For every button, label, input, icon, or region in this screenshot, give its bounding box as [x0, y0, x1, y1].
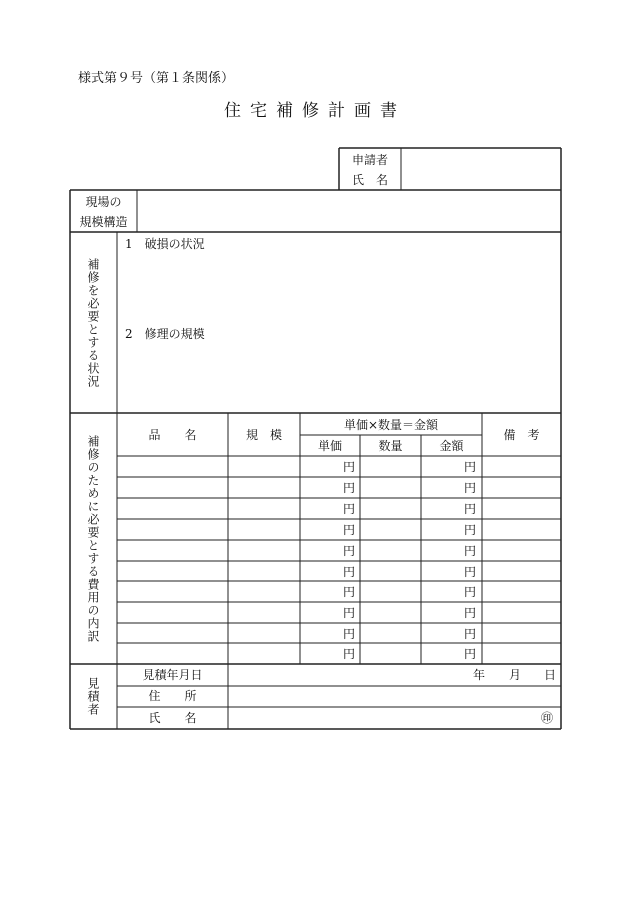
unit-price-yen: 円 [343, 647, 356, 661]
repair-scale-label: 2 修理の規模 [125, 327, 205, 341]
unit-price-yen: 円 [343, 565, 356, 579]
seal-mark: ㊞ [541, 711, 554, 725]
damage-status-label: 1 破損の状況 [125, 237, 205, 251]
unit-price-yen: 円 [343, 481, 356, 495]
day-label: 日 [544, 668, 557, 682]
header-unit-price: 単価 [317, 439, 342, 453]
unit-price-yen: 円 [343, 585, 356, 599]
applicant-label-2: 氏 名 [351, 173, 388, 187]
amount-yen: 円 [464, 481, 477, 495]
unit-price-yen: 円 [343, 502, 356, 516]
amount-yen: 円 [464, 606, 477, 620]
form-number: 様式第９号（第１条関係） [78, 71, 235, 86]
amount-yen: 円 [464, 544, 477, 558]
header-amount: 金額 [439, 439, 464, 453]
estimator-label: 見積者 [86, 677, 100, 716]
year-label: 年 [473, 668, 486, 682]
header-item-name: 品 名 [148, 428, 197, 442]
header-remarks: 備 考 [503, 428, 540, 442]
header-scale: 規 模 [245, 428, 282, 442]
applicant-label-1: 申請者 [351, 153, 388, 167]
unit-price-yen: 円 [343, 460, 356, 474]
estimator-side [70, 664, 117, 729]
estimate-date-label: 見積年月日 [142, 668, 203, 682]
repair-situation-side [70, 232, 117, 413]
cost-breakdown-label: 補修のために必要とする費用の内訳 [86, 434, 100, 643]
repair-situation-label: 補修を必要とする状況 [86, 257, 100, 388]
amount-yen: 円 [464, 460, 477, 474]
amount-yen: 円 [464, 647, 477, 661]
unit-price-yen: 円 [343, 544, 356, 558]
amount-yen: 円 [464, 565, 477, 579]
amount-yen: 円 [464, 627, 477, 641]
estimator-name-label: 氏 名 [148, 711, 197, 725]
cost-breakdown-side [70, 413, 117, 664]
address-label: 住 所 [148, 689, 197, 703]
amount-yen: 円 [464, 523, 477, 537]
amount-yen: 円 [464, 585, 477, 599]
header-quantity: 数量 [378, 439, 403, 453]
amount-yen: 円 [464, 502, 477, 516]
month-label: 月 [509, 668, 522, 682]
header-formula: 単価×数量＝金額 [343, 418, 439, 432]
unit-price-yen: 円 [343, 627, 356, 641]
page-title: 住宅補修計画書 [224, 101, 406, 121]
unit-price-yen: 円 [343, 606, 356, 620]
site-label-1: 現場の [85, 195, 122, 209]
site-label-2: 規模構造 [79, 215, 128, 229]
unit-price-yen: 円 [343, 523, 356, 537]
